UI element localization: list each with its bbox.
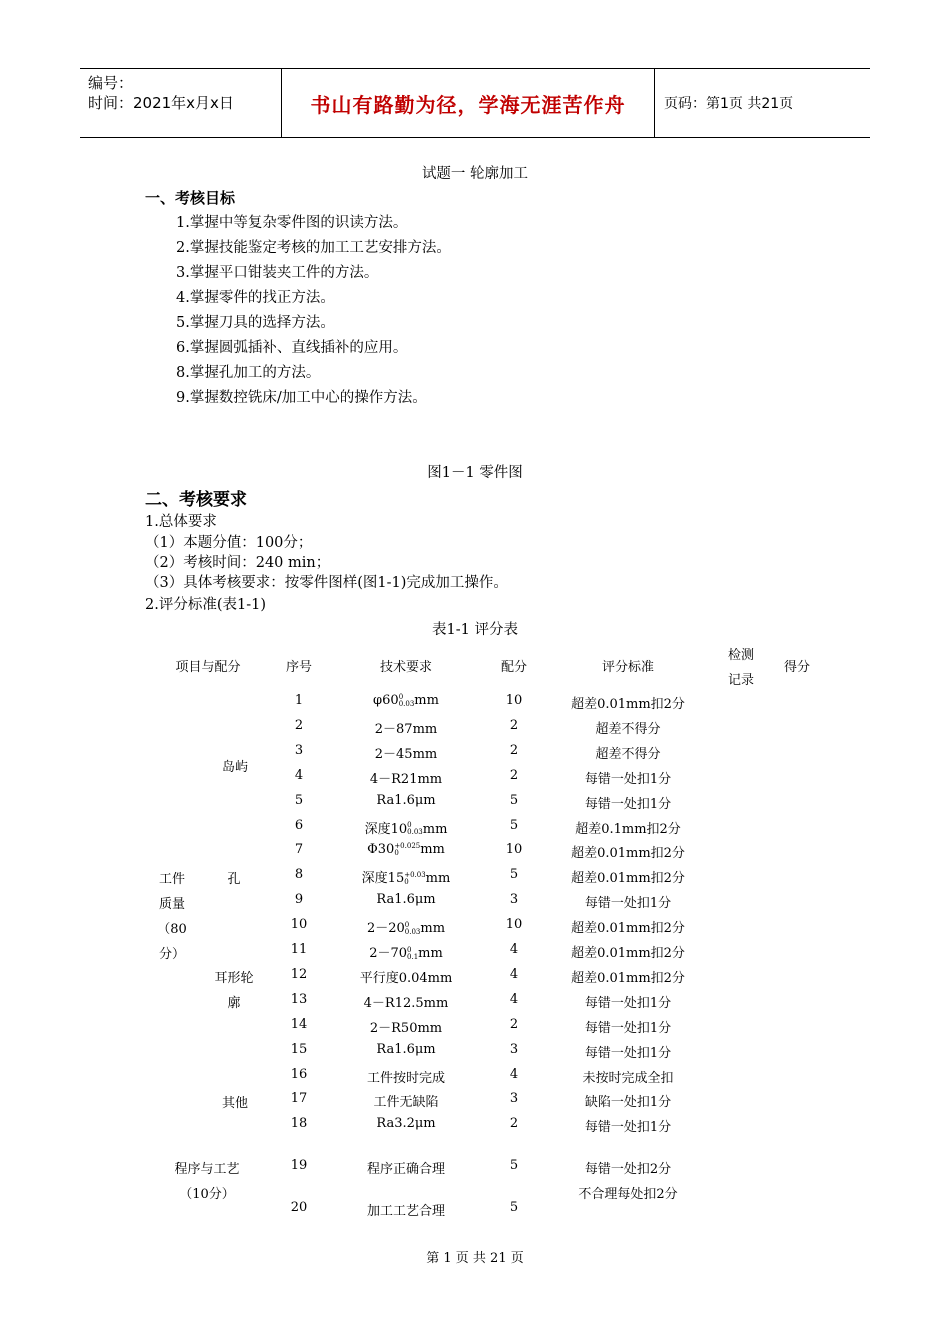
row-no: 15 <box>290 1041 308 1057</box>
row-no: 5 <box>294 792 304 808</box>
row-criteria: 超差0.01mm扣2分 <box>571 846 685 862</box>
row-requirement <box>370 1017 442 1036</box>
upper-tolerance: 0 <box>404 920 410 929</box>
row-requirement <box>367 1067 445 1086</box>
section1-item: 2.掌握技能鉴定考核的加工工艺安排方法。 <box>176 240 451 256</box>
row-requirement <box>369 942 443 961</box>
row-requirement <box>376 1116 435 1131</box>
row-requirement <box>360 967 453 986</box>
row-score: 4 <box>509 991 519 1007</box>
lower-tolerance: 0 <box>394 848 399 857</box>
section1-heading: 一、考核目标 <box>145 189 236 207</box>
section1-item: 1.掌握中等复杂零件图的识读方法。 <box>176 215 408 231</box>
group-other: 其他 <box>221 1096 249 1111</box>
group-quality-1: 工件 <box>158 872 186 887</box>
figure-caption: 图1－1 零件图 <box>427 465 523 481</box>
row-requirement <box>376 1042 435 1057</box>
header-divider <box>654 69 655 137</box>
row-criteria: 不合理每处扣2分 <box>578 1187 678 1202</box>
row-score: 3 <box>509 892 519 908</box>
requirement-text: 深度10 <box>364 821 408 837</box>
requirement-text: 工件按时完成 <box>366 1070 446 1086</box>
lower-tolerance: 0.03 <box>407 828 423 836</box>
row-score: 5 <box>509 817 519 833</box>
row-criteria: 每错一处扣2分 <box>584 1162 672 1177</box>
row-no: 20 <box>290 1200 308 1215</box>
requirement-text: Φ30 <box>367 842 395 858</box>
section2-heading: 二、考核要求 <box>145 490 247 510</box>
row-criteria: 每错一处扣1分 <box>584 1120 672 1136</box>
row-score: 5 <box>509 1158 519 1173</box>
requirement-text: 4－R12.5mm <box>363 995 449 1011</box>
requirement-text: 2－45mm <box>374 746 438 762</box>
doc-title: 试题一 轮廓加工 <box>421 166 529 182</box>
section2-line: 2.评分标准(表1-1) <box>145 597 266 613</box>
group-quality-4: 分） <box>158 947 186 962</box>
requirement-text: 程序正确合理 <box>366 1162 446 1177</box>
header-no: 序号 <box>285 660 313 675</box>
row-criteria: 超差0.01mm扣2分 <box>571 921 685 937</box>
requirement-text: 2－70 <box>369 946 408 961</box>
requirement-text: Ra1.6μm <box>376 1041 436 1057</box>
row-score: 2 <box>509 1116 519 1132</box>
row-no: 17 <box>290 1091 308 1107</box>
row-score: 4 <box>509 1066 519 1082</box>
lower-tolerance: 0.03 <box>398 699 415 708</box>
requirement-text: 2－R50mm <box>369 1020 443 1036</box>
row-score: 2 <box>509 717 519 733</box>
section1-item: 9.掌握数控铣床/加工中心的操作方法。 <box>176 390 427 406</box>
row-no: 1 <box>294 693 304 708</box>
requirement-text: 深度15 <box>361 871 405 887</box>
row-requirement <box>362 867 451 886</box>
row-no: 10 <box>290 917 308 933</box>
row-no: 12 <box>290 966 308 982</box>
header-score: 配分 <box>500 660 528 675</box>
header-req: 技术要求 <box>379 660 433 675</box>
row-requirement <box>364 992 449 1011</box>
header-check: 检测记录 <box>728 648 755 688</box>
row-criteria: 每错一处扣1分 <box>584 796 672 812</box>
requirement-text: 4－R21mm <box>369 771 443 787</box>
upper-tolerance: 0 <box>398 692 404 701</box>
row-no: 16 <box>290 1066 308 1082</box>
upper-tolerance: +0.03 <box>404 870 426 879</box>
page-header <box>80 68 870 138</box>
requirement-text: 2－20 <box>366 921 405 937</box>
requirement-unit: mm <box>420 921 446 937</box>
requirement-text: 加工工艺合理 <box>366 1204 446 1219</box>
upper-tolerance: 0 <box>407 821 412 829</box>
upper-tolerance: +0.025 <box>394 841 421 850</box>
lower-tolerance: 0.03 <box>404 927 421 936</box>
row-no: 13 <box>290 991 308 1007</box>
row-requirement <box>367 1158 445 1177</box>
row-requirement <box>367 1200 445 1219</box>
requirement-text: Ra1.6μm <box>376 892 436 908</box>
row-no: 11 <box>290 942 308 957</box>
row-criteria: 超差0.1mm扣2分 <box>575 821 681 837</box>
row-no: 3 <box>294 742 304 758</box>
row-criteria: 超差0.01mm扣2分 <box>571 871 685 887</box>
row-no: 9 <box>294 892 304 908</box>
row-requirement <box>376 793 435 808</box>
row-no: 18 <box>290 1116 308 1132</box>
header-criteria: 评分标准 <box>601 660 655 675</box>
requirement-text: 平行度0.04mm <box>359 970 453 986</box>
group-quality-2: 质量 <box>158 897 186 912</box>
group-ear-1: 耳形轮 <box>214 971 254 986</box>
group-ear-2: 廓 <box>227 996 241 1011</box>
group-island: 岛屿 <box>221 760 249 775</box>
row-criteria: 每错一处扣1分 <box>584 1045 672 1061</box>
row-requirement <box>375 718 437 737</box>
row-criteria: 超差不得分 <box>595 746 661 762</box>
header-got: 得分 <box>783 660 811 675</box>
row-score: 5 <box>509 792 519 808</box>
section1-item: 3.掌握平口钳装夹工件的方法。 <box>176 265 379 281</box>
row-criteria: 每错一处扣1分 <box>584 896 672 912</box>
row-criteria: 每错一处扣1分 <box>584 771 672 787</box>
row-no: 8 <box>294 867 304 883</box>
row-no: 6 <box>294 817 304 833</box>
row-score: 10 <box>505 693 523 708</box>
row-score: 3 <box>509 1041 519 1057</box>
group-hole: 孔 <box>227 872 241 887</box>
header-item: 项目与配分 <box>175 660 241 675</box>
row-requirement <box>376 892 435 907</box>
group-program-2: （10分） <box>179 1187 235 1202</box>
section2-line: （3）具体考核要求：按零件图样(图1-1)完成加工操作。 <box>145 575 508 591</box>
time-label: 时间：2021年x月x日 <box>88 94 234 112</box>
requirement-text: Ra1.6μm <box>376 792 436 808</box>
row-criteria: 缺陷一处扣1分 <box>584 1095 672 1111</box>
number-label: 编号： <box>88 74 134 92</box>
row-score: 3 <box>509 1091 519 1107</box>
row-score: 2 <box>509 1016 519 1032</box>
requirement-unit: mm <box>422 821 448 837</box>
section1-item: 5.掌握刀具的选择方法。 <box>176 315 335 331</box>
page-code: 页码：第1页 共21页 <box>664 96 794 112</box>
lower-tolerance: 0.1 <box>407 952 419 961</box>
upper-tolerance: 0 <box>407 945 412 954</box>
row-criteria: 超差不得分 <box>595 721 661 737</box>
row-criteria: 未按时完成全扣 <box>582 1070 674 1086</box>
row-score: 10 <box>505 917 523 933</box>
requirement-unit: mm <box>425 871 451 887</box>
section2-line: 1.总体要求 <box>145 514 217 530</box>
row-score: 5 <box>509 867 519 883</box>
row-score: 4 <box>509 942 519 957</box>
requirement-text: 工件无缺陷 <box>373 1095 439 1111</box>
row-criteria: 每错一处扣1分 <box>584 995 672 1011</box>
requirement-text: φ60 <box>373 693 399 708</box>
section1-item: 6.掌握圆弧插补、直线插补的应用。 <box>176 340 408 356</box>
header-motto: 书山有路勤为径，学海无涯苦作舟 <box>310 93 626 117</box>
group-quality-3: （80 <box>157 922 187 937</box>
row-criteria: 超差0.01mm扣2分 <box>571 697 685 712</box>
group-program-1: 程序与工艺 <box>174 1162 240 1177</box>
row-criteria: 每错一处扣1分 <box>584 1020 672 1036</box>
row-score: 2 <box>509 742 519 758</box>
row-requirement <box>375 743 437 762</box>
row-criteria: 超差0.01mm扣2分 <box>571 946 685 961</box>
row-no: 7 <box>294 842 304 858</box>
header-meta <box>88 73 234 113</box>
row-score: 4 <box>509 966 519 982</box>
requirement-unit: mm <box>418 946 443 961</box>
row-requirement <box>370 768 442 787</box>
page-footer: 第 1 页 共 21 页 <box>426 1251 524 1266</box>
row-no: 2 <box>294 717 304 733</box>
row-score: 2 <box>509 767 519 783</box>
row-score: 10 <box>505 842 523 858</box>
row-requirement <box>367 917 445 936</box>
requirement-unit: mm <box>420 842 445 858</box>
section1-item: 8.掌握孔加工的方法。 <box>176 365 321 381</box>
lower-tolerance: 0 <box>404 877 409 886</box>
section2-line: （1）本题分值：100分； <box>145 535 313 551</box>
row-no: 14 <box>290 1016 308 1032</box>
table-caption: 表1-1 评分表 <box>432 622 518 638</box>
row-requirement <box>365 818 448 837</box>
row-requirement <box>373 693 439 708</box>
row-requirement <box>373 1091 438 1110</box>
requirement-text: 2－87mm <box>374 721 438 737</box>
section1-item: 4.掌握零件的找正方法。 <box>176 290 335 306</box>
row-no: 19 <box>290 1158 308 1173</box>
row-score: 5 <box>509 1200 519 1215</box>
requirement-unit: mm <box>414 693 439 708</box>
row-criteria: 超差0.01mm扣2分 <box>571 970 685 986</box>
row-no: 4 <box>294 767 304 783</box>
requirement-text: Ra3.2μm <box>376 1116 436 1132</box>
row-requirement <box>367 842 445 857</box>
section2-line: （2）考核时间：240 min； <box>145 555 331 571</box>
